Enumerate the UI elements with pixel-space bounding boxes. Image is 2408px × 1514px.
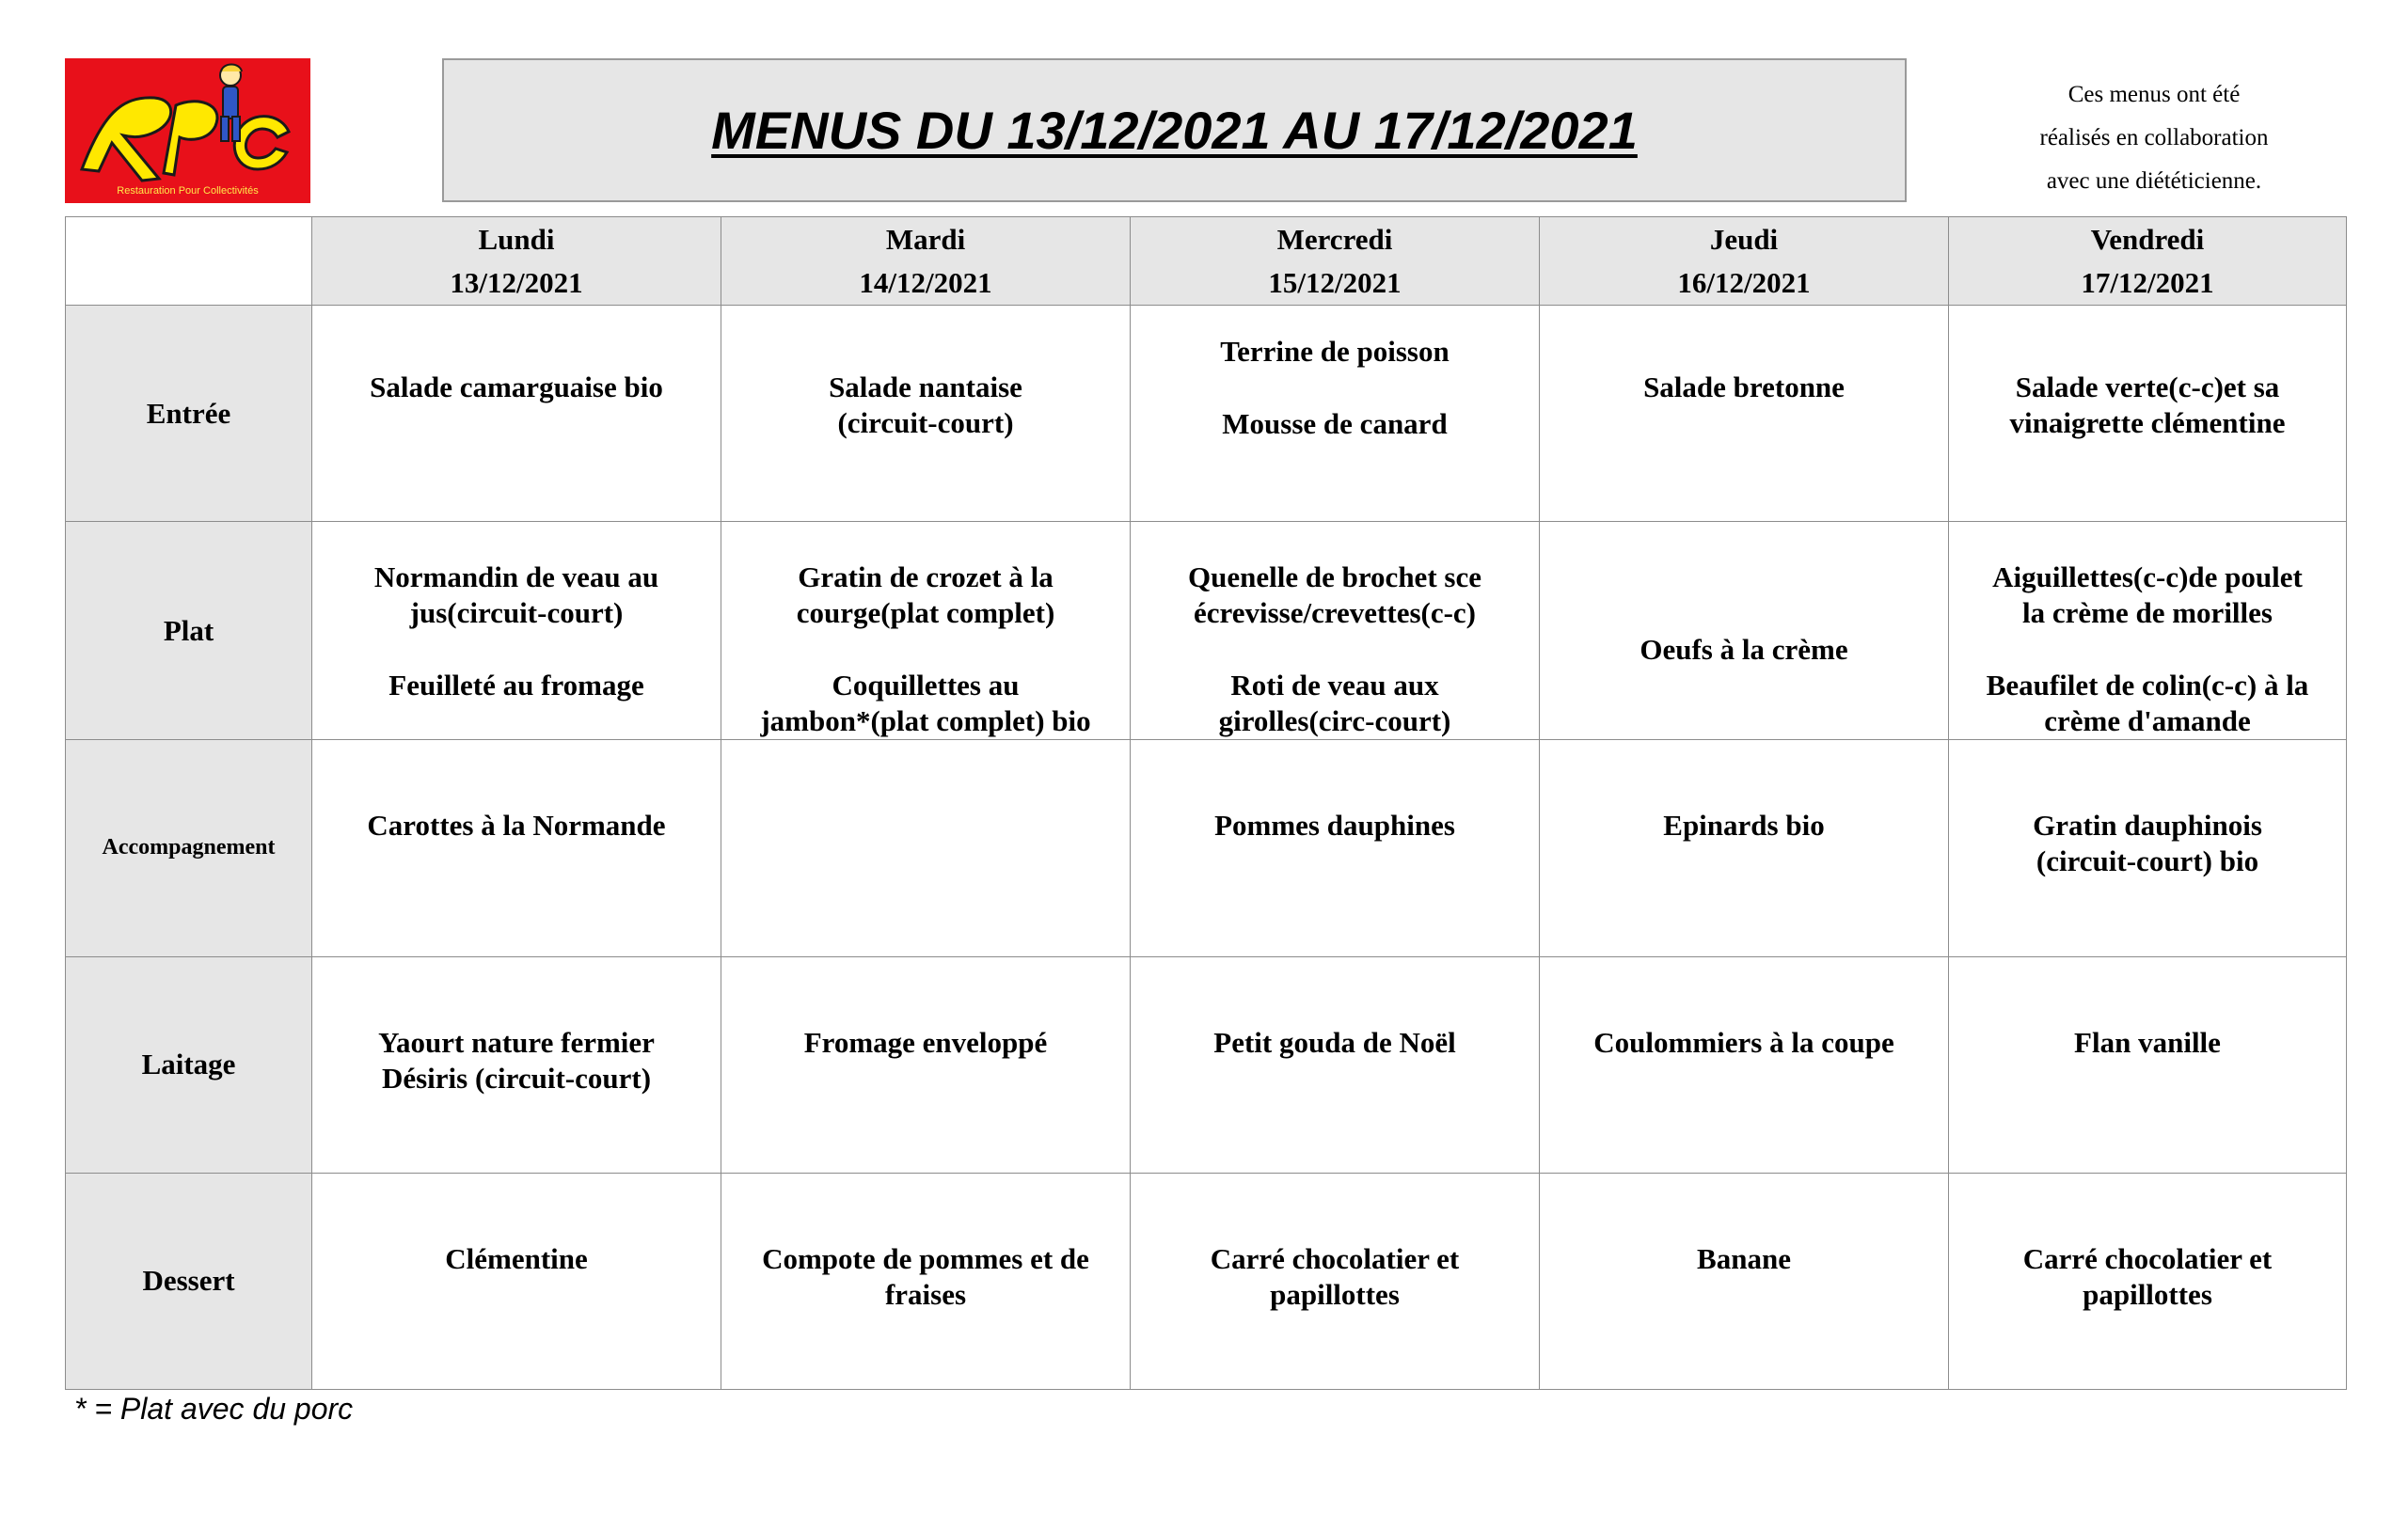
corner-cell xyxy=(66,217,312,306)
logo-caption: Restauration Pour Collectivités xyxy=(117,185,259,197)
dish-gap xyxy=(1949,631,2346,668)
dish-line: Salade camarguaise bio xyxy=(370,371,663,403)
title-box xyxy=(442,58,1907,202)
menu-cell xyxy=(1131,306,1540,522)
dish xyxy=(312,560,721,631)
note-line: Ces menus ont été xyxy=(2067,82,2241,107)
dish-line: courge(plat complet) xyxy=(796,596,1055,630)
dish-line: jus(circuit-court) xyxy=(409,596,624,630)
dish-line: Fromage enveloppé xyxy=(803,1025,1048,1059)
day-date: 16/12/2021 xyxy=(1677,265,1811,299)
dish-line: (circuit-court) xyxy=(837,406,1014,439)
dish-line: Aiguillettes(c-c)de poulet xyxy=(1992,560,2303,594)
dish-line: Gratin dauphinois xyxy=(2033,809,2262,843)
menu-cell xyxy=(1949,306,2347,522)
row-label: Dessert xyxy=(66,1173,312,1389)
dish-gap xyxy=(1540,595,1948,632)
menu-row-entree xyxy=(66,306,2347,522)
dish-line: Carottes à la Normande xyxy=(367,809,666,843)
menu-cell xyxy=(1949,1173,2347,1389)
dish-line: Salade verte(c-c)et sa xyxy=(2015,371,2280,403)
dish-line: Clémentine xyxy=(445,1241,588,1275)
dish-line xyxy=(1540,560,1948,595)
dish-line: Carré chocolatier et xyxy=(1210,1241,1460,1275)
menu-cell xyxy=(721,1173,1131,1389)
dish-line: papillottes xyxy=(2083,1277,2212,1311)
page-title: MENUS DU 13/12/2021 AU 17/12/2021 xyxy=(711,101,1638,160)
menu-cell xyxy=(1949,522,2347,740)
menu-cell xyxy=(312,522,721,740)
dish-line: Terrine de poisson xyxy=(1220,335,1450,368)
dish-line xyxy=(721,808,1130,844)
menu-cell xyxy=(1131,1173,1540,1389)
dish-line: Flan vanille xyxy=(2074,1025,2221,1059)
dish-line: (circuit-court) bio xyxy=(2036,844,2259,878)
dish xyxy=(1949,560,2346,631)
day-header xyxy=(1949,217,2347,306)
dish xyxy=(721,808,1130,844)
menu-table xyxy=(65,216,2347,1390)
menu-cell xyxy=(721,522,1131,740)
dish-line: Compote de pommes et de xyxy=(762,1241,1089,1275)
menu-cell xyxy=(312,1173,721,1389)
dish-line: Coquillettes au xyxy=(832,669,1020,702)
day-name: Vendredi xyxy=(2090,222,2205,256)
day-date: 13/12/2021 xyxy=(450,265,583,299)
dish-line: Beaufilet de colin(c-c) à la xyxy=(1986,669,2309,702)
row-label: Entrée xyxy=(66,306,312,522)
dish xyxy=(1540,1025,1948,1061)
dish-line: fraises xyxy=(884,1277,967,1311)
day-header xyxy=(312,217,721,306)
dish xyxy=(1949,808,2346,879)
day-date: 15/12/2021 xyxy=(1268,265,1402,299)
menu-cell xyxy=(1540,1173,1949,1389)
row-label: Plat xyxy=(66,522,312,740)
dish xyxy=(1949,1025,2346,1061)
dish-line: Salade nantaise xyxy=(829,371,1022,403)
dish-line: Quenelle de brochet sce xyxy=(1188,560,1481,594)
dish-gap xyxy=(1131,631,1539,668)
dish-line: vinaigrette clémentine xyxy=(2009,406,2286,439)
dish-line: Epinards bio xyxy=(1663,809,1825,843)
dish xyxy=(312,668,721,703)
pork-footnote: * = Plat avec du porc xyxy=(74,1392,354,1426)
menu-cell xyxy=(1540,740,1949,956)
day-name: Jeudi xyxy=(1709,222,1779,256)
dish-line: Coulommiers à la coupe xyxy=(1593,1025,1894,1059)
dish-line: Feuilleté au fromage xyxy=(388,669,644,702)
dish xyxy=(1540,632,1948,668)
dish xyxy=(1131,334,1539,370)
dietitian-note xyxy=(1938,73,2370,203)
menu-cell xyxy=(1131,956,1540,1173)
menu-cell xyxy=(1540,956,1949,1173)
dish xyxy=(312,808,721,844)
dish-gap xyxy=(1131,370,1539,406)
dish-line: papillottes xyxy=(1270,1277,1400,1311)
row-label: Accompagnement xyxy=(66,740,312,956)
day-header xyxy=(721,217,1131,306)
dish-line: la crème de morilles xyxy=(2022,596,2273,630)
dish xyxy=(1131,808,1539,844)
note-line: réalisés en collaboration xyxy=(2039,125,2269,150)
day-name: Mercredi xyxy=(1276,222,1393,256)
dish xyxy=(721,560,1130,631)
dish xyxy=(1949,668,2346,739)
menu-cell xyxy=(312,956,721,1173)
menu-cell xyxy=(721,956,1131,1173)
dish-line: Normandin de veau au xyxy=(373,560,659,594)
row-label: Laitage xyxy=(66,956,312,1173)
menu-cell xyxy=(721,740,1131,956)
dish xyxy=(312,1025,721,1096)
dish xyxy=(721,370,1130,441)
note-line: avec une diététicienne. xyxy=(2046,168,2262,194)
dish xyxy=(721,1025,1130,1061)
menu-cell xyxy=(1949,956,2347,1173)
menu-row-laitage xyxy=(66,956,2347,1173)
day-header xyxy=(1540,217,1949,306)
menu-cell xyxy=(721,306,1131,522)
dish-line: Carré chocolatier et xyxy=(2022,1241,2273,1275)
dish xyxy=(1131,668,1539,739)
menu-cell xyxy=(1540,306,1949,522)
dish-gap xyxy=(721,631,1130,668)
dish-line: Salade bretonne xyxy=(1643,371,1845,403)
dish xyxy=(312,370,721,405)
dish xyxy=(721,668,1130,739)
dish-line: Mousse de canard xyxy=(1222,407,1448,440)
day-name: Lundi xyxy=(478,222,555,256)
dish xyxy=(312,1241,721,1277)
menu-body xyxy=(66,306,2347,1390)
menu-cell xyxy=(312,740,721,956)
dish-line: crème d'amande xyxy=(2044,704,2251,738)
dish xyxy=(1540,808,1948,844)
dish-line: jambon*(plat complet) bio xyxy=(760,704,1091,738)
dish xyxy=(1131,1025,1539,1061)
dish-line: girolles(circ-court) xyxy=(1218,704,1451,738)
dish xyxy=(1540,370,1948,405)
day-name: Mardi xyxy=(885,222,966,256)
dish-line: Petit gouda de Noël xyxy=(1213,1025,1456,1059)
day-header-row xyxy=(66,217,2347,306)
dish xyxy=(721,1241,1130,1313)
menu-cell xyxy=(312,306,721,522)
rpc-logo-graphic xyxy=(65,58,310,203)
dish xyxy=(1131,560,1539,631)
menu-row-dessert xyxy=(66,1173,2347,1389)
menu-cell xyxy=(1949,740,2347,956)
dish xyxy=(1540,1241,1948,1277)
day-date: 14/12/2021 xyxy=(859,265,992,299)
dish-line: Désiris (circuit-court) xyxy=(381,1061,652,1095)
dish-line: Roti de veau aux xyxy=(1230,669,1439,702)
dish-gap xyxy=(312,631,721,668)
dish xyxy=(1131,406,1539,442)
dish-line: Banane xyxy=(1697,1241,1791,1275)
menu-cell xyxy=(1131,740,1540,956)
dish-line: Yaourt nature fermier xyxy=(378,1025,655,1059)
dish xyxy=(1949,1241,2346,1313)
menu-cell xyxy=(1540,522,1949,740)
menu-row-plat xyxy=(66,522,2347,740)
day-header xyxy=(1131,217,1540,306)
menu-row-accompagnement xyxy=(66,740,2347,956)
day-date: 17/12/2021 xyxy=(2081,265,2214,299)
dish xyxy=(1949,370,2346,441)
dish-line: Gratin de crozet à la xyxy=(798,560,1054,594)
menu-cell xyxy=(1131,522,1540,740)
dish-line: Pommes dauphines xyxy=(1214,809,1455,843)
dish-line: Oeufs à la crème xyxy=(1640,633,1848,667)
dish xyxy=(1540,560,1948,595)
dish-line: écrevisse/crevettes(c-c) xyxy=(1193,596,1477,630)
rpc-logo xyxy=(65,58,310,203)
dish xyxy=(1131,1241,1539,1313)
